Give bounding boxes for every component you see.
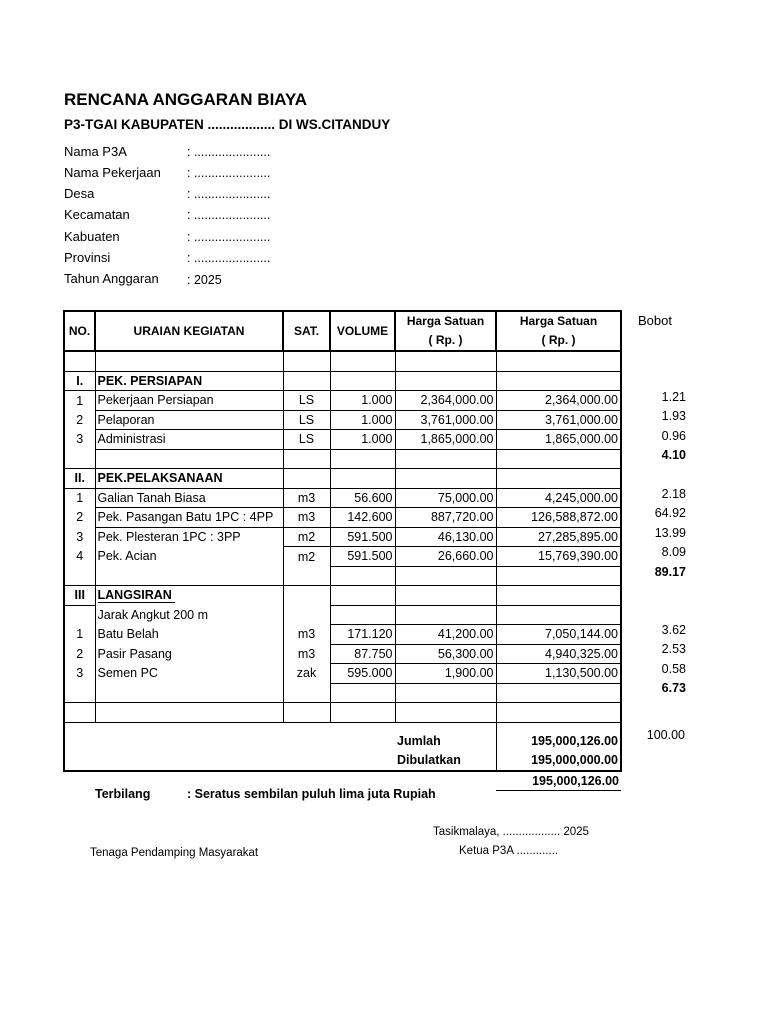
item-no: 2 — [64, 410, 95, 430]
info-value-tahun-anggaran: : 2025 — [187, 273, 222, 287]
item-no: 2 — [64, 644, 95, 664]
item-sat: zak — [283, 664, 330, 684]
header-sat: SAT. — [283, 311, 330, 351]
item-jumlah: 15,769,390.00 — [496, 547, 621, 567]
info-label-kecamatan: Kecamatan — [64, 207, 130, 222]
info-value-desa: : ...................... — [187, 187, 271, 201]
header-harga-satuan-label: Harga Satuan — [406, 314, 485, 328]
item-uraian: Pek. Acian — [97, 549, 157, 564]
item-volume: 1.000 — [330, 410, 395, 430]
bobot-value: 0.96 — [661, 429, 686, 443]
section-name — [95, 586, 283, 606]
item-jumlah: 4,940,325.00 — [496, 644, 621, 664]
table-row — [64, 566, 621, 586]
item-volume: 56.600 — [330, 488, 395, 508]
bobot-value: 64.92 — [654, 506, 686, 520]
table-row — [64, 644, 621, 664]
item-jumlah: 126,588,872.00 — [496, 508, 621, 528]
table-row — [64, 625, 621, 645]
total-row-jumlah — [64, 722, 621, 751]
info-value-kecamatan: : ...................... — [187, 208, 271, 222]
section-name-text: LANGSIRAN — [98, 588, 175, 603]
item-sat: m3 — [283, 508, 330, 528]
info-label-tahun-anggaran: Tahun Anggaran — [64, 271, 159, 286]
item-sat: LS — [283, 391, 330, 411]
item-no: 4 — [64, 547, 95, 567]
header-harga-jumlah-label: Harga Satuan — [519, 314, 598, 328]
info-label-kabuaten: Kabuaten — [64, 229, 120, 244]
item-sat: m2 — [283, 547, 330, 567]
item-jumlah: 7,050,144.00 — [496, 625, 621, 645]
header-volume: VOLUME — [330, 311, 395, 351]
item-sat: m3 — [283, 625, 330, 645]
table-row — [64, 410, 621, 430]
section-no: I. — [64, 371, 95, 391]
table-row — [64, 488, 621, 508]
info-label-nama-pekerjaan: Nama Pekerjaan — [64, 165, 161, 180]
item-no: 1 — [64, 625, 95, 645]
item-volume: 591.500 — [330, 527, 395, 547]
item-uraian: Pasir Pasang — [97, 646, 172, 661]
table-row — [64, 605, 621, 625]
item-volume: 1.000 — [330, 391, 395, 411]
section-row — [64, 371, 621, 391]
bobot-total: 100.00 — [646, 728, 685, 742]
info-value-nama-pekerjaan: : ...................... — [187, 166, 271, 180]
table-row — [64, 430, 621, 450]
item-volume: 591.500 — [330, 547, 395, 567]
item-sat: LS — [283, 410, 330, 430]
terbilang-label: Terbilang — [95, 787, 151, 801]
item-uraian: Galian Tanah Biasa — [95, 488, 283, 508]
bobot-value: 13.99 — [654, 526, 686, 540]
rab-table — [63, 310, 622, 791]
item-no: 3 — [64, 527, 95, 547]
header-harga-jumlah — [496, 311, 621, 351]
table-row — [64, 664, 621, 684]
jumlah-label: Jumlah — [395, 722, 496, 751]
section-name: PEK.PELAKSANAAN — [95, 469, 283, 489]
item-jumlah: 3,761,000.00 — [496, 410, 621, 430]
info-label-nama-p3a: Nama P3A — [64, 144, 127, 159]
tenaga-pendamping: Tenaga Pendamping Masyarakat — [90, 847, 259, 859]
item-no: 2 — [64, 508, 95, 528]
section-note: Jarak Angkut 200 m — [97, 607, 208, 622]
section-name: PEK. PERSIAPAN — [95, 371, 283, 391]
item-volume: 87.750 — [330, 644, 395, 664]
item-volume: 171.120 — [330, 625, 395, 645]
item-no: 1 — [64, 391, 95, 411]
table-row — [64, 391, 621, 411]
info-value-provinsi: : ...................... — [187, 251, 271, 265]
bobot-header: Bobot — [638, 313, 672, 328]
header-harga-satuan — [395, 311, 496, 351]
header-no: NO. — [64, 311, 95, 351]
item-harga: 1,900.00 — [395, 664, 496, 684]
item-uraian: Pek. Plesteran 1PC : 3PP — [97, 530, 241, 544]
item-harga: 1,865,000.00 — [395, 430, 496, 450]
table-row — [64, 351, 621, 371]
bobot-subtotal: 6.73 — [661, 681, 686, 695]
item-sat: LS — [283, 430, 330, 450]
table-row — [64, 527, 621, 547]
item-harga: 3,761,000.00 — [395, 410, 496, 430]
bobot-value: 1.21 — [661, 390, 686, 404]
bobot-value: 0.58 — [661, 662, 686, 676]
item-sat: m2 — [283, 527, 330, 547]
bobot-subtotal: 4.10 — [661, 448, 686, 462]
bobot-value: 8.09 — [661, 545, 686, 559]
header-harga-jumlah-unit: ( Rp. ) — [541, 333, 576, 347]
extra-total-value: 195,000,126.00 — [496, 771, 621, 791]
item-uraian: Pelaporan — [95, 410, 283, 430]
item-no: 1 — [64, 488, 95, 508]
section-row — [64, 586, 621, 606]
item-uraian: Pekerjaan Persiapan — [95, 391, 283, 411]
item-jumlah: 1,865,000.00 — [496, 430, 621, 450]
item-volume: 595.000 — [330, 664, 395, 684]
item-jumlah: 27,285,895.00 — [496, 527, 621, 547]
item-harga: 56,300.00 — [395, 644, 496, 664]
item-no: 3 — [64, 430, 95, 450]
document-title: RENCANA ANGGARAN BIAYA — [64, 90, 308, 109]
section-row — [64, 469, 621, 489]
item-harga: 75,000.00 — [395, 488, 496, 508]
place-date: Tasikmalaya, .................. 2025 — [433, 826, 589, 838]
info-value-kabuaten: : ...................... — [187, 230, 271, 244]
dibulatkan-label: Dibulatkan — [395, 751, 496, 771]
item-jumlah: 2,364,000.00 — [496, 391, 621, 411]
item-harga: 26,660.00 — [395, 547, 496, 567]
item-uraian: Pek. Pasangan Batu 1PC : 4PP — [95, 508, 283, 528]
section-no: II. — [64, 469, 95, 489]
table-row — [64, 683, 621, 703]
item-volume: 1.000 — [330, 430, 395, 450]
jumlah-value: 195,000,126.00 — [496, 722, 621, 751]
header-uraian: URAIAN KEGIATAN — [95, 311, 283, 351]
dibulatkan-value: 195,000,000.00 — [496, 751, 621, 771]
item-sat: m3 — [283, 488, 330, 508]
item-no: 3 — [64, 664, 95, 684]
item-harga: 887,720.00 — [395, 508, 496, 528]
document-subtitle: P3-TGAI KABUPATEN .................. DI WS.CITANDUY — [64, 117, 391, 132]
bobot-value: 2.53 — [661, 642, 686, 656]
total-row-dibulatkan — [64, 751, 621, 771]
item-jumlah: 1,130,500.00 — [496, 664, 621, 684]
table-row — [64, 703, 621, 723]
item-uraian: Administrasi — [95, 430, 283, 450]
table-row — [64, 547, 621, 567]
info-label-provinsi: Provinsi — [64, 250, 111, 265]
table-header-row — [64, 311, 621, 351]
bobot-value: 2.18 — [661, 487, 686, 501]
terbilang-value: : Seratus sembilan puluh lima juta Rupiah — [187, 787, 436, 801]
bobot-value: 3.62 — [661, 623, 686, 637]
item-uraian: Batu Belah — [97, 627, 159, 642]
table-row — [64, 508, 621, 528]
bobot-value: 1.93 — [661, 409, 686, 423]
section-no: III — [64, 586, 95, 606]
item-harga: 2,364,000.00 — [395, 391, 496, 411]
table-row — [64, 449, 621, 469]
item-uraian: Semen PC — [97, 666, 158, 681]
item-harga: 46,130.00 — [395, 527, 496, 547]
ketua-p3a: Ketua P3A ............. — [459, 845, 559, 857]
header-harga-satuan-unit: ( Rp. ) — [428, 333, 463, 347]
item-volume: 142.600 — [330, 508, 395, 528]
bobot-subtotal: 89.17 — [654, 565, 686, 579]
info-value-nama-p3a: : ...................... — [187, 145, 271, 159]
item-harga: 41,200.00 — [395, 625, 496, 645]
info-label-desa: Desa — [64, 186, 95, 201]
item-jumlah: 4,245,000.00 — [496, 488, 621, 508]
item-sat: m3 — [283, 644, 330, 664]
